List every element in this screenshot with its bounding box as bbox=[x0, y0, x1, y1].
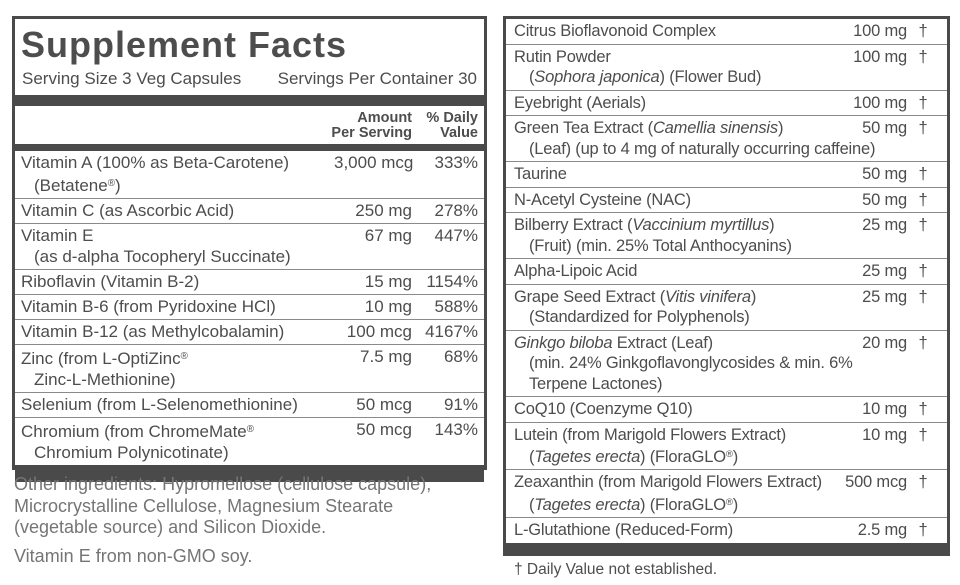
ingredient-name-line: L-Glutathione (Reduced-Form) bbox=[514, 521, 734, 540]
ingredient-name-line: CoQ10 (Coenzyme Q10) bbox=[514, 400, 693, 418]
ingredient-row bbox=[506, 396, 947, 422]
ingredient-amount: 500 mcg bbox=[845, 473, 907, 492]
daily-value-dagger: † bbox=[918, 473, 928, 492]
ingredient-name-line: Vitamin C (as Ascorbic Acid) bbox=[21, 200, 235, 220]
ingredient-daily-value: 1154% bbox=[426, 271, 478, 291]
botanicals-panel bbox=[503, 16, 950, 578]
non-gmo-note: Vitamin E from non-GMO soy. bbox=[14, 545, 253, 566]
ingredient-daily-value: 143% bbox=[434, 419, 478, 439]
ingredient-daily-value: 447% bbox=[434, 225, 478, 245]
ingredient-row bbox=[506, 19, 947, 44]
daily-value-dagger: † bbox=[918, 190, 928, 209]
ingredient-row bbox=[506, 422, 947, 470]
ingredient-name-line: Vitamin E bbox=[21, 225, 94, 245]
daily-value-dagger: † bbox=[918, 400, 928, 418]
ingredient-amount: 100 mg bbox=[853, 93, 907, 112]
ingredient-row bbox=[15, 151, 484, 198]
ingredient-name bbox=[514, 472, 835, 515]
ingredient-name bbox=[514, 190, 835, 211]
ingredient-name-line: (Tagetes erecta) (FloraGLO®) bbox=[529, 447, 739, 466]
botanicals-table bbox=[506, 19, 947, 543]
ingredient-amount: 50 mcg bbox=[356, 419, 412, 439]
ingredient-name bbox=[514, 164, 835, 185]
other-ingredients-line: Other ingredients: Hypromellose (cellulose capsule), bbox=[14, 474, 432, 494]
ingredient-name-line: Alpha-Lipoic Acid bbox=[514, 262, 638, 280]
column-header-row bbox=[15, 106, 484, 144]
ingredient-amount: 25 mg bbox=[862, 287, 907, 306]
ingredient-name bbox=[21, 321, 334, 342]
ingredient-name-line: Zeaxanthin (from Marigold Flowers Extract) bbox=[514, 473, 822, 492]
ingredient-row bbox=[506, 469, 947, 517]
serving-info-row bbox=[15, 66, 484, 95]
ingredient-name-line: Chromium (from ChromeMate® bbox=[21, 421, 255, 441]
ingredient-amount: 50 mcg bbox=[356, 394, 412, 414]
ingredient-row bbox=[15, 344, 484, 392]
ingredient-name-line: (Leaf) (up to 4 mg of naturally occurring caffeine) bbox=[529, 139, 876, 158]
ingredient-daily-value: 68% bbox=[443, 346, 478, 366]
panel-bottom-bar bbox=[506, 543, 947, 556]
ingredient-name bbox=[21, 419, 334, 463]
ingredient-name bbox=[514, 21, 835, 42]
ingredient-name bbox=[514, 333, 853, 395]
servings-per-container-label: Servings Per Container 30 bbox=[277, 69, 477, 88]
ingredient-daily-value: 4167% bbox=[425, 321, 478, 341]
ingredient-name-line: Chromium Polynicotinate) bbox=[34, 442, 229, 462]
ingredient-name bbox=[514, 118, 876, 159]
ingredient-row bbox=[15, 198, 484, 223]
ingredient-row bbox=[506, 187, 947, 213]
ingredient-amount: 10 mg bbox=[364, 296, 412, 316]
ingredient-name-line: Green Tea Extract (Camellia sinensis) bbox=[514, 119, 784, 137]
ingredient-name-line: Selenium (from L-Selenomethionine) bbox=[21, 394, 298, 414]
ingredient-amount: 25 mg bbox=[862, 262, 907, 280]
ingredient-name bbox=[514, 287, 835, 328]
ingredient-name bbox=[21, 152, 334, 196]
ingredient-name-line: (as d-alpha Tocopheryl Succinate) bbox=[34, 246, 291, 266]
ingredient-name bbox=[21, 394, 334, 415]
ingredient-amount: 67 mg bbox=[364, 225, 412, 245]
divider-bar-thin bbox=[15, 144, 484, 151]
ingredient-row bbox=[506, 284, 947, 330]
ingredient-amount: 100 mg bbox=[853, 47, 907, 66]
other-ingredients-line: (vegetable source) and Silicon Dioxide. bbox=[14, 517, 327, 537]
divider-bar-thick bbox=[15, 95, 484, 106]
ingredient-name bbox=[514, 520, 835, 541]
ingredient-amount: 7.5 mg bbox=[360, 346, 412, 366]
ingredient-name bbox=[514, 425, 835, 468]
ingredient-name-line: Bilberry Extract (Vaccinium myrtillus) bbox=[514, 216, 775, 234]
daily-value-footnote: † Daily Value not established. bbox=[514, 560, 718, 578]
vitamins-table bbox=[15, 151, 484, 465]
supplement-facts-panel bbox=[12, 16, 487, 470]
ingredient-name-line: Vitamin B-6 (from Pyridoxine HCl) bbox=[21, 296, 276, 316]
ingredient-name-line: Vitamin A (100% as Beta-Carotene) bbox=[21, 153, 290, 172]
daily-value-column-header: % Daily Value bbox=[426, 110, 478, 141]
ingredient-row bbox=[15, 417, 484, 465]
ingredient-row bbox=[15, 294, 484, 319]
ingredient-daily-value: 91% bbox=[443, 394, 478, 414]
ingredient-name-line: (min. 24% Ginkgoflavonglycosides & min. 6% bbox=[529, 354, 853, 372]
ingredient-name-line: (Betatene®) bbox=[34, 175, 121, 195]
other-ingredients-line: Microcrystalline Cellulose, Magnesium Stearate bbox=[14, 495, 394, 516]
ingredient-amount: 10 mg bbox=[862, 400, 907, 418]
ingredient-row bbox=[15, 392, 484, 417]
daily-value-dagger: † bbox=[918, 216, 928, 234]
daily-value-dagger: † bbox=[918, 287, 928, 306]
ingredient-row bbox=[15, 223, 484, 269]
daily-value-dagger: † bbox=[918, 262, 928, 280]
ingredient-amount: 20 mg bbox=[862, 333, 907, 352]
ingredient-name-line: (Standardized for Polyphenols) bbox=[529, 308, 750, 326]
ingredient-daily-value: 588% bbox=[434, 296, 478, 316]
ingredient-daily-value: 333% bbox=[434, 153, 478, 172]
ingredient-amount: 100 mcg bbox=[346, 321, 412, 341]
ingredient-amount: 10 mg bbox=[862, 425, 907, 444]
ingredient-name-line: Grape Seed Extract (Vitis vinifera) bbox=[514, 287, 757, 306]
ingredient-amount: 50 mg bbox=[862, 119, 907, 137]
ingredient-name-line: (Fruit) (min. 25% Total Anthocyanins) bbox=[529, 236, 792, 255]
daily-value-dagger: † bbox=[918, 47, 928, 66]
daily-value-dagger: † bbox=[918, 333, 928, 352]
ingredient-name-line: Citrus Bioflavonoid Complex bbox=[514, 22, 716, 40]
daily-value-dagger: † bbox=[918, 165, 928, 183]
ingredient-amount: 50 mg bbox=[862, 190, 907, 209]
ingredient-row bbox=[506, 115, 947, 161]
ingredient-row bbox=[506, 517, 947, 543]
ingredient-name-line: Rutin Powder bbox=[514, 47, 611, 66]
ingredient-name bbox=[514, 93, 835, 114]
panel-title: Supplement Facts bbox=[21, 24, 348, 65]
daily-value-dagger: † bbox=[918, 22, 928, 40]
ingredient-name bbox=[514, 215, 835, 256]
ingredient-name-line: Taurine bbox=[514, 165, 567, 183]
ingredient-name bbox=[514, 261, 835, 282]
ingredient-row bbox=[506, 90, 947, 116]
ingredient-row bbox=[506, 258, 947, 284]
ingredient-daily-value: 278% bbox=[434, 200, 478, 220]
ingredient-name-line: N-Acetyl Cysteine (NAC) bbox=[514, 190, 691, 209]
ingredient-name bbox=[21, 296, 334, 317]
ingredient-amount: 2.5 mg bbox=[857, 521, 907, 540]
ingredient-name bbox=[514, 47, 835, 88]
daily-value-dagger: † bbox=[918, 521, 928, 540]
ingredient-name-line: Zinc-L-Methionine) bbox=[34, 369, 176, 389]
ingredient-row bbox=[506, 44, 947, 90]
ingredient-name-line: Terpene Lactones) bbox=[529, 374, 663, 393]
ingredient-name-line: Ginkgo biloba Extract (Leaf) bbox=[514, 333, 713, 352]
ingredient-amount: 100 mg bbox=[853, 22, 907, 40]
ingredient-name bbox=[21, 225, 334, 267]
ingredient-row bbox=[506, 212, 947, 258]
ingredient-name-line: (Tagetes erecta) (FloraGLO®) bbox=[529, 495, 739, 514]
serving-size-label: Serving Size 3 Veg Capsules bbox=[22, 69, 242, 88]
ingredient-name-line: Lutein (from Marigold Flowers Extract) bbox=[514, 425, 787, 444]
ingredient-amount: 15 mg bbox=[364, 271, 412, 291]
ingredient-amount: 3,000 mcg bbox=[334, 153, 414, 172]
ingredient-name-line: Vitamin B-12 (as Methylcobalamin) bbox=[21, 321, 285, 341]
ingredient-name bbox=[514, 399, 835, 420]
ingredient-amount: 25 mg bbox=[862, 216, 907, 234]
daily-value-dagger: † bbox=[918, 119, 928, 137]
ingredient-row bbox=[15, 269, 484, 294]
ingredient-amount: 250 mg bbox=[355, 200, 412, 220]
ingredient-name-line: Riboflavin (Vitamin B-2) bbox=[21, 271, 200, 291]
ingredient-row bbox=[15, 319, 484, 344]
amount-column-header: Amount Per Serving bbox=[331, 110, 412, 141]
ingredient-name bbox=[21, 200, 334, 221]
other-ingredients-text bbox=[14, 474, 486, 539]
other-ingredients bbox=[14, 474, 486, 567]
ingredient-name bbox=[21, 346, 334, 390]
ingredient-name-line: Zinc (from L-OptiZinc® bbox=[21, 348, 188, 368]
daily-value-dagger: † bbox=[918, 425, 928, 444]
ingredient-row bbox=[506, 330, 947, 397]
ingredient-row bbox=[506, 161, 947, 187]
daily-value-dagger: † bbox=[918, 93, 928, 112]
ingredient-amount: 50 mg bbox=[862, 165, 907, 183]
ingredient-name-line: Eyebright (Aerials) bbox=[514, 93, 646, 112]
ingredient-name bbox=[21, 271, 334, 292]
ingredient-name-line: (Sophora japonica) (Flower Bud) bbox=[529, 68, 762, 86]
